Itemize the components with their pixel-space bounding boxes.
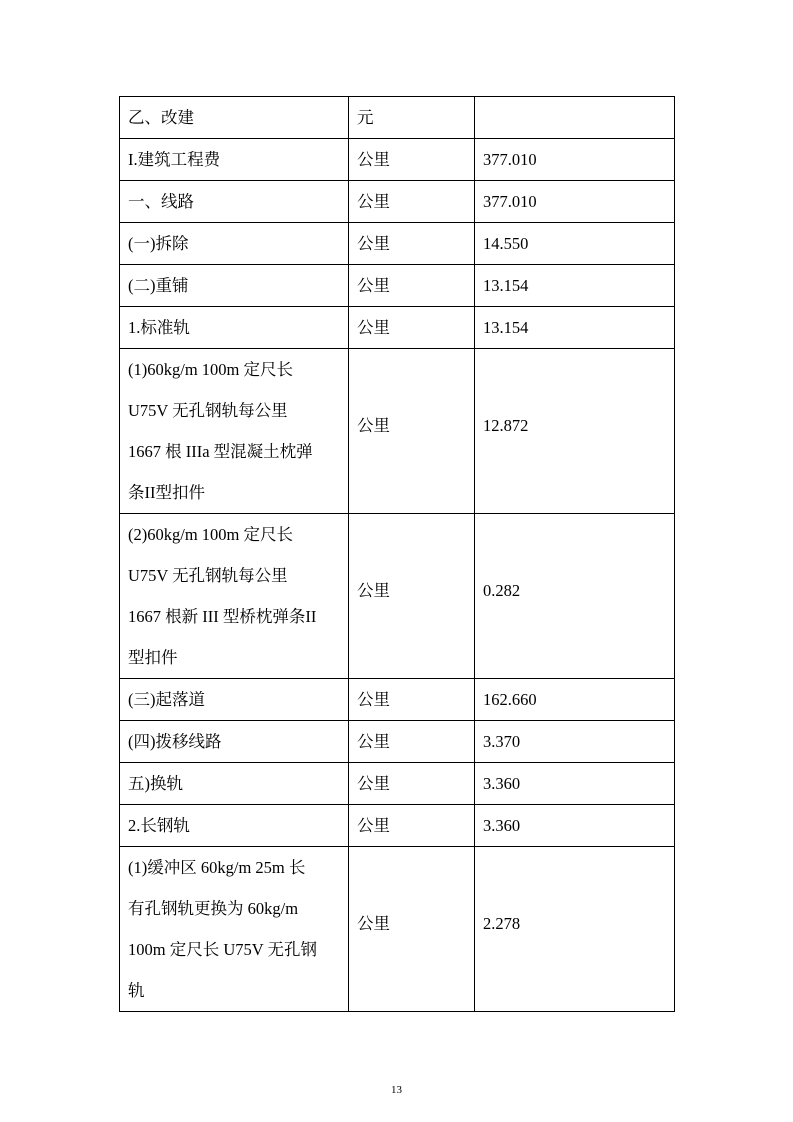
value-cell: 3.360	[475, 805, 675, 847]
value-cell: 2.278	[475, 847, 675, 1012]
table-row	[120, 139, 675, 181]
table-row	[120, 349, 675, 514]
value-cell	[475, 97, 675, 139]
item-text-line: 1667 根 IIIa 型混凝土枕弹	[128, 442, 313, 461]
table-row	[120, 763, 675, 805]
unit-cell: 公里	[349, 679, 475, 721]
value-cell: 162.660	[475, 679, 675, 721]
item-text-line: 条II型扣件	[128, 483, 205, 502]
unit-cell: 公里	[349, 139, 475, 181]
item-text-line: 2.长钢轨	[128, 816, 190, 835]
value-cell: 0.282	[475, 514, 675, 679]
item-cell	[120, 265, 349, 307]
unit-cell: 公里	[349, 307, 475, 349]
item-text-line: 100m 定尺长 U75V 无孔钢	[128, 940, 317, 959]
item-cell	[120, 805, 349, 847]
item-text-line: (二)重铺	[128, 276, 189, 295]
table-row	[120, 721, 675, 763]
item-text-line: 一、线路	[128, 192, 194, 211]
page-number: 13	[391, 1084, 402, 1096]
value-cell: 13.154	[475, 307, 675, 349]
item-text-line: (1)缓冲区 60kg/m 25m 长	[128, 858, 306, 877]
value-cell: 13.154	[475, 265, 675, 307]
unit-cell: 公里	[349, 265, 475, 307]
item-text-line: 乙、改建	[128, 108, 194, 127]
item-cell	[120, 307, 349, 349]
item-text-line: 1.标准轨	[128, 318, 190, 337]
table-row	[120, 679, 675, 721]
item-cell	[120, 763, 349, 805]
item-cell	[120, 847, 349, 1012]
table-row	[120, 265, 675, 307]
unit-cell: 公里	[349, 847, 475, 1012]
value-cell: 377.010	[475, 139, 675, 181]
table-row	[120, 514, 675, 679]
value-cell: 3.370	[475, 721, 675, 763]
item-cell	[120, 514, 349, 679]
table-row	[120, 223, 675, 265]
item-text-line: U75V 无孔钢轨每公里	[128, 401, 288, 420]
table-row	[120, 805, 675, 847]
item-cell	[120, 223, 349, 265]
unit-cell: 公里	[349, 721, 475, 763]
item-text-line: 五)换轨	[128, 774, 183, 793]
item-text-line: (三)起落道	[128, 690, 205, 709]
item-text-line: 型扣件	[128, 648, 178, 667]
table-row	[120, 181, 675, 223]
value-cell: 377.010	[475, 181, 675, 223]
value-cell: 3.360	[475, 763, 675, 805]
item-cell	[120, 721, 349, 763]
item-text-line: 有孔钢轨更换为 60kg/m	[128, 899, 299, 918]
value-cell: 12.872	[475, 349, 675, 514]
item-text-line: 1667 根新 III 型桥枕弹条II	[128, 607, 317, 626]
unit-cell: 公里	[349, 805, 475, 847]
unit-cell: 元	[349, 97, 475, 139]
table-row	[120, 847, 675, 1012]
table-row	[120, 97, 675, 139]
item-cell	[120, 679, 349, 721]
value-cell: 14.550	[475, 223, 675, 265]
item-text-line: I.建筑工程费	[128, 150, 221, 169]
item-cell	[120, 97, 349, 139]
item-text-line: 轨	[128, 981, 145, 1000]
unit-cell: 公里	[349, 223, 475, 265]
unit-cell: 公里	[349, 349, 475, 514]
item-cell	[120, 349, 349, 514]
item-text-line: (1)60kg/m 100m 定尺长	[128, 360, 293, 379]
item-cell	[120, 139, 349, 181]
unit-cell: 公里	[349, 763, 475, 805]
unit-cell: 公里	[349, 514, 475, 679]
item-text-line: (一)拆除	[128, 234, 189, 253]
unit-cell: 公里	[349, 181, 475, 223]
table-row	[120, 307, 675, 349]
item-text-line: (四)拨移线路	[128, 732, 222, 751]
item-text-line: U75V 无孔钢轨每公里	[128, 566, 288, 585]
item-cell	[120, 181, 349, 223]
cost-table	[119, 96, 675, 1012]
item-text-line: (2)60kg/m 100m 定尺长	[128, 525, 293, 544]
